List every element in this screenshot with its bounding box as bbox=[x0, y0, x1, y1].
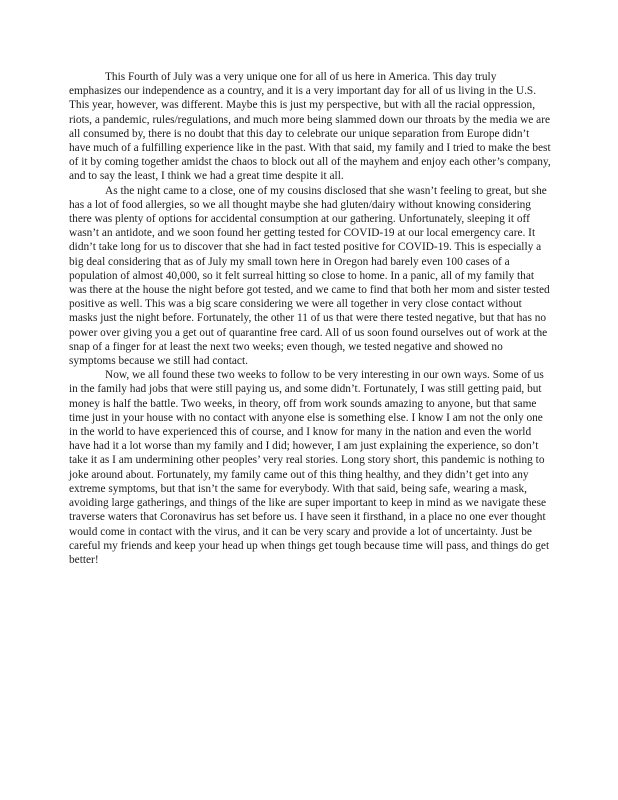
paragraph-2: As the night came to a close, one of my cousins disclosed that she wasn’t feeling to great, but she has a lot of food allergies, so we all thought maybe she had gluten/dairy without knowing considering there was plenty of options for accidental consumption at our gathering. Unfortunately, sleeping it off wasn’t an antidote, and we soon found her getting tested for COVID-19 at our local emergency care. It didn’t take long for us to discover that she had in fact tested positive for COVID-19. This is especially a big deal considering that as of July my small town here in Oregon had barely even 100 cases of a population of almost 40,000, so it felt surreal hitting so close to home. In a panic, all of my family that was there at the house the night before got tested, and we came to find that both her mom and sister tested positive as well. This was a big scare considering we were all together in very close contact without masks just the night before. Fortunately, the other 11 of us that were there tested negative, but that has no power over giving you a get out of quarantine free card. All of us soon found ourselves out of work at the snap of a finger for at least the next two weeks; even though, we tested negative and showed no symptoms because we still had contact. bbox=[69, 184, 550, 368]
paragraph-1: This Fourth of July was a very unique one for all of us here in America. This day truly emphasizes our independence as a country, and it is a very important day for all of us living in the U.S. This year, however, was different. Maybe this is just my perspective, but with all the racial oppression, riots, a pandemic, rules/regulations, and much more being slammed down our throats by the media we are all consumed by, there is no doubt that this day to celebrate our unique separation from Europe didn’t have much of a fulfilling experience like in the past. With that said, my family and I tried to make the best of it by coming together amidst the chaos to block out all of the mayhem and enjoy each other’s company, and to say the least, I think we had a great time despite it all. bbox=[69, 71, 551, 183]
paragraph-3: Now, we all found these two weeks to follow to be very interesting in our own ways. Some of us in the family had jobs that were still paying us, and some didn’t. Fortunately, I was still getting paid, but money is half the battle. Two weeks, in theory, off from work sounds amazing to anyone, but that same time just in your house with no contact with anyone else is something else. I know I am not the only one in the world to have experienced this of course, and I know for many in the nation and even the world have had it a lot worse than my family and I did; however, I am just explaining the experience, so don’t take it as I am undermining other peoples’ very real stories. Long story short, this pandemic is nothing to joke around about. Fortunately, my family came out of this thing healthy, and they didn’t get into any extreme symptoms, but that isn’t the same for everybody. With that said, being safe, wearing a mask, avoiding large gatherings, and things of the like are super important to keep in mind as we navigate these traverse waters that Coronavirus has set before us. I have seen it firsthand, in a place no one ever thought would come in contact with the virus, and it can be very scary and provide a lot of uncertainty. Just be careful my friends and keep your head up when things get tough because time will pass, and things do get better! bbox=[69, 369, 550, 566]
essay-body bbox=[69, 70, 551, 567]
